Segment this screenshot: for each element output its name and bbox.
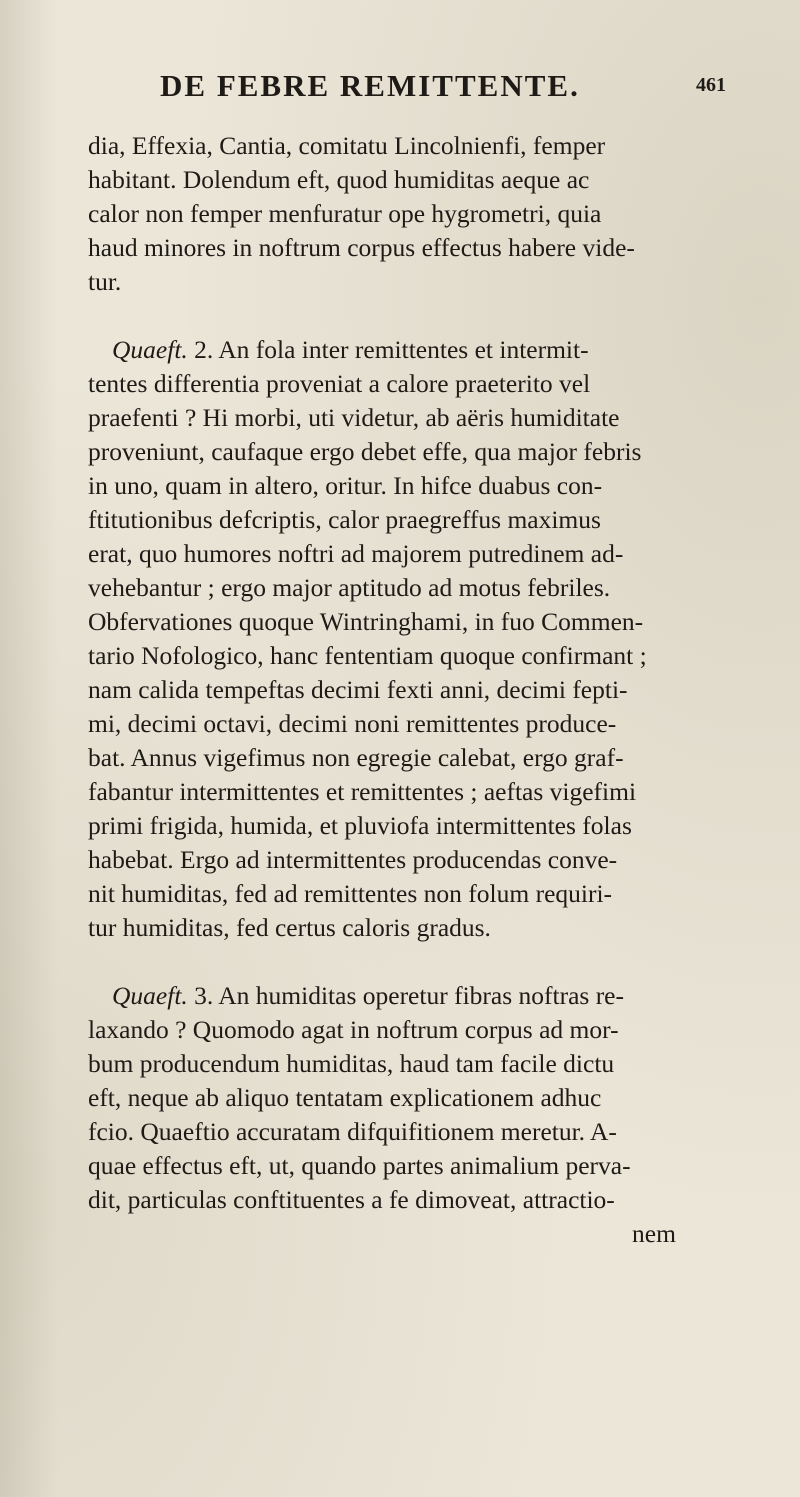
text-line: eft, neque ab aliquo tentatam explicationem adhuc — [88, 1083, 602, 1112]
page-gutter-shadow — [0, 0, 58, 1497]
text-line: tur. — [88, 267, 122, 296]
text-line: nit humiditas, fed ad remittentes non folum requiri- — [88, 879, 613, 908]
page-number: 461 — [696, 74, 726, 96]
catchword: nem — [632, 1219, 676, 1248]
text-line: bum producendum humiditas, haud tam facile dictu — [88, 1049, 615, 1078]
text-line: proveniunt, caufaque ergo debet effe, qua major febris — [88, 437, 642, 466]
text-line: dia, Effexia, Cantia, comitatu Lincolnienfi, femper — [88, 131, 606, 160]
text-line: Quaeft. 2. An fola inter remittentes et intermit- — [112, 335, 589, 364]
text-line: habebat. Ergo ad intermittentes producendas conve- — [88, 845, 618, 874]
text-line: mi, decimi octavi, decimi noni remittentes produce- — [88, 709, 617, 738]
text-line: tario Nofologico, hanc fententiam quoque confirmant ; — [88, 641, 647, 670]
text-line: praefenti ? Hi morbi, uti videtur, ab aëris humiditate — [88, 403, 620, 432]
text-line: calor non femper menfuratur ope hygrometri, quia — [88, 199, 602, 228]
text-line: dit, particulas conftituentes a fe dimoveat, attractio- — [88, 1185, 615, 1214]
text-line: nam calida tempeftas decimi fexti anni, decimi fepti- — [88, 675, 628, 704]
text-line: quae effectus eft, ut, quando partes animalium perva- — [88, 1151, 631, 1180]
text-line: ftitutionibus defcriptis, calor praegreffus maximus — [88, 505, 601, 534]
text-line: haud minores in noftrum corpus effectus habere vide- — [88, 233, 635, 262]
text-line: Obfervationes quoque Wintringhami, in fuo Commen- — [88, 607, 644, 636]
text-line: vehebantur ; ergo major aptitudo ad motus febriles. — [88, 573, 611, 602]
text-line: bat. Annus vigefimus non egregie calebat, ergo graf- — [88, 743, 624, 772]
text-line: fabantur intermittentes et remittentes ; aeftas vigefimi — [88, 777, 637, 806]
running-title: DE FEBRE REMITTENTE. — [160, 68, 580, 103]
text-line: Quaeft. 3. An humiditas operetur fibras noftras re- — [112, 981, 624, 1010]
text-line: habitant. Dolendum eft, quod humiditas aeque ac — [88, 165, 590, 194]
text-line: tentes differentia proveniat a calore praeterito vel — [88, 369, 591, 398]
text-line: fcio. Quaeftio accuratam difquifitionem meretur. A- — [88, 1117, 617, 1146]
text-line: in uno, quam in altero, oritur. In hifce duabus con- — [88, 471, 603, 500]
question-label: Quaeft. — [112, 335, 188, 364]
text-line: erat, quo humores noftri ad majorem putredinem ad- — [88, 539, 624, 568]
question-label: Quaeft. — [112, 981, 188, 1010]
text-line: primi frigida, humida, et pluviofa intermittentes folas — [88, 811, 632, 840]
running-head — [160, 68, 760, 108]
text-line: tur humiditas, fed certus caloris gradus. — [88, 913, 491, 942]
text-line: laxando ? Quomodo agat in noftrum corpus ad mor- — [88, 1015, 619, 1044]
